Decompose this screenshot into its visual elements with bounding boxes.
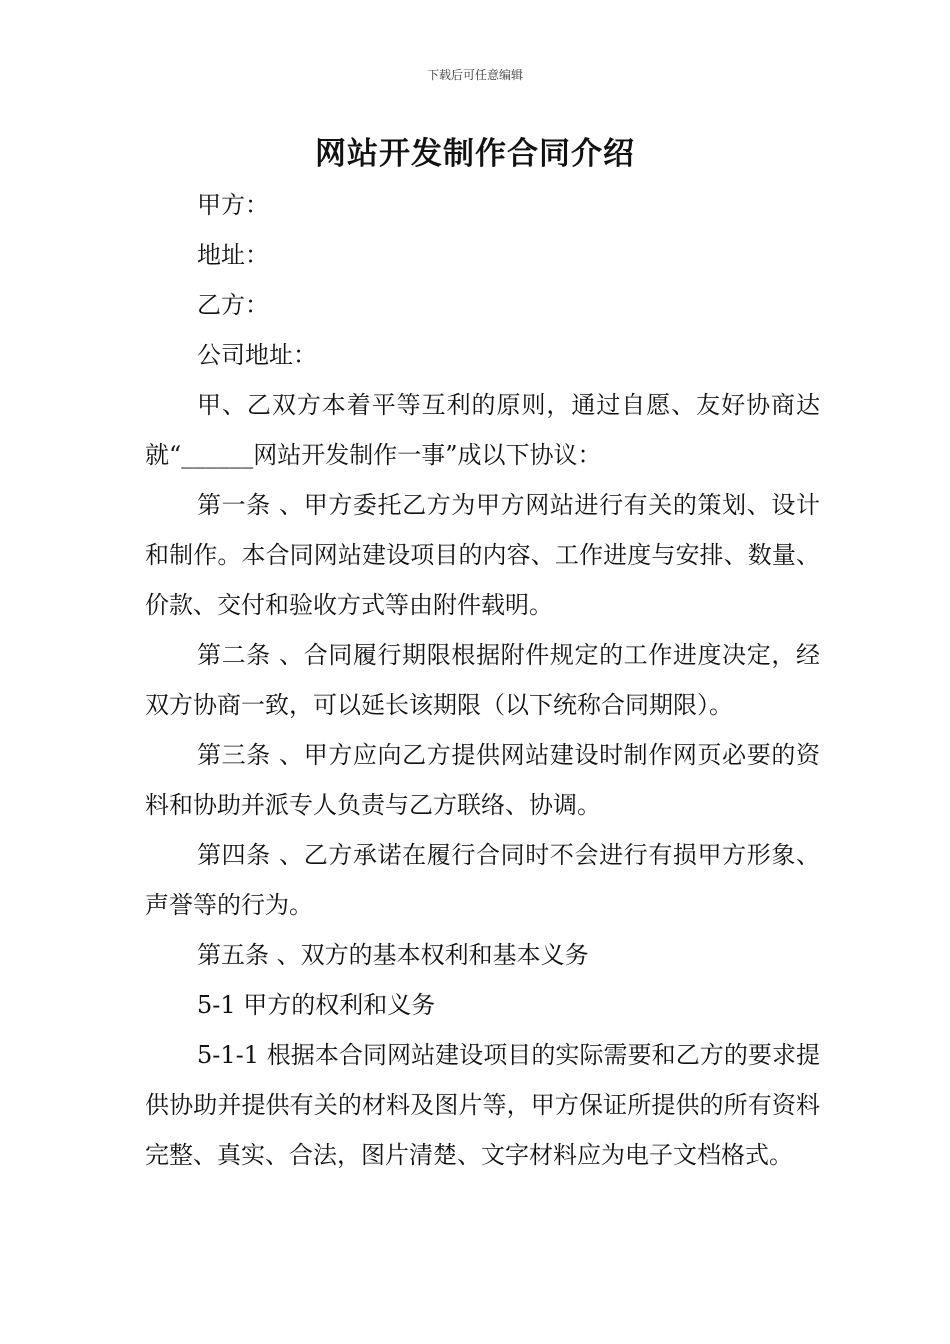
address-field: 地址： bbox=[197, 241, 269, 269]
party-b-field: 乙方： bbox=[197, 291, 269, 319]
document-title: 网站开发制作合同介绍 bbox=[315, 136, 635, 172]
article-3-paragraph: 第三条 、甲方应向乙方提供网站建设时制作网页必要的资料和协助并派专人负责与乙方联络、协调。 bbox=[145, 741, 820, 819]
section-5-1-heading: 5-1 甲方的权利和义务 bbox=[197, 991, 436, 1019]
article-1-paragraph: 第一条 、甲方委托乙方为甲方网站进行有关的策划、设计和制作。本合同网站建设项目的内容、工作进度与安排、数量、价款、交付和验收方式等由附件载明。 bbox=[145, 491, 820, 619]
header-note: 下载后可任意编辑 bbox=[426, 68, 523, 82]
article-2-paragraph: 第二条 、合同履行期限根据附件规定的工作进度决定，经双方协商一致，可以延长该期限（以下统称合同期限）。 bbox=[145, 641, 820, 719]
article-4-paragraph: 第四条 、乙方承诺在履行合同时不会进行有损甲方形象、声誉等的行为。 bbox=[145, 841, 820, 919]
document-body bbox=[145, 180, 820, 1180]
party-a-field: 甲方： bbox=[197, 191, 269, 219]
intro-paragraph: 甲、乙双方本着平等互利的原则，通过自愿、友好协商达就“______网站开发制作一事”成以下协议： bbox=[145, 391, 820, 469]
article-5-paragraph: 第五条 、双方的基本权利和基本义务 bbox=[197, 941, 589, 969]
company-address-field: 公司地址： bbox=[197, 341, 317, 369]
section-5-1-1-paragraph: 5-1-1 根据本合同网站建设项目的实际需要和乙方的要求提供协助并提供有关的材料及图片等，甲方保证所提供的所有资料完整、真实、合法，图片清楚、文字材料应为电子文档格式。 bbox=[145, 1041, 820, 1169]
